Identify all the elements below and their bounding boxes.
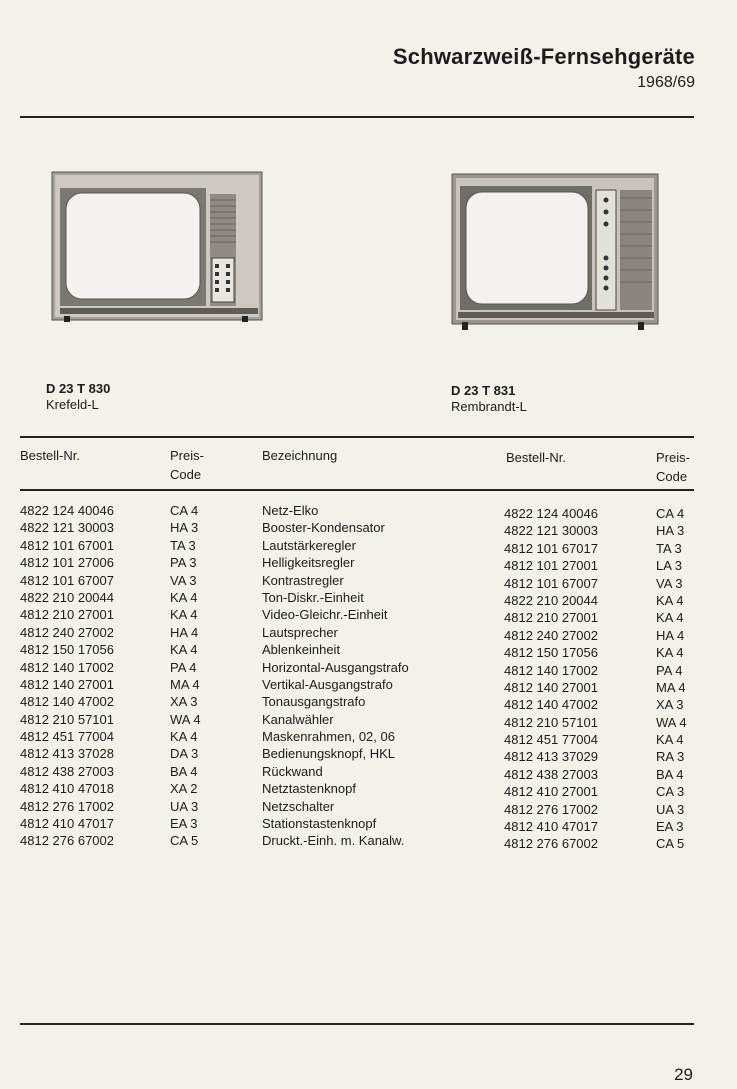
table-row [0,832,737,852]
bezeichnung: Maskenrahmen, 02, 06 [262,729,395,745]
table-row [0,606,737,626]
bezeichnung: Helligkeitsregler [262,555,355,571]
table-row [0,641,737,661]
header-preis-right [656,448,690,486]
bezeichnung: Kontrastregler [262,572,344,588]
parts-table [0,502,737,850]
bezeichnung: Video-Gleichr.-Einheit [262,607,388,623]
bestell-nr-right: 4812 101 27001 [504,558,598,574]
preis-code-left: MA 4 [170,676,200,692]
model-name-left: Krefeld-L [46,397,99,412]
preis-code-left: CA 4 [170,503,199,518]
header-bestell-right: Bestell-Nr. [506,450,566,465]
preis-code-left: PA 3 [170,555,197,571]
table-row [0,659,737,676]
bestell-nr-right: 4812 210 57101 [504,714,598,730]
header-top-rule [20,436,694,438]
bestell-nr-right: 4812 140 27001 [504,679,598,695]
page-title: Schwarzweiß-Fernsehgeräte [392,44,695,69]
bezeichnung: Tonausgangstrafo [262,694,366,710]
bestell-nr-left: 4812 451 77004 [20,729,114,745]
preis-code-right: HA 3 [656,523,685,539]
bestell-nr-right: 4812 101 67017 [504,540,598,556]
header-preis-left-2: Code [170,467,202,482]
header-preis-left [170,446,204,484]
preis-code-right: VA 3 [656,575,683,591]
bezeichnung: Horizontal-Ausgangstrafo [262,659,409,675]
model-code-left: D 23 T 830 [46,381,111,396]
bestell-nr-left: 4812 240 27002 [20,624,114,640]
bestell-nr-right: 4812 150 17056 [504,645,598,661]
preis-code-right: KA 4 [656,732,684,748]
preis-code-right: WA 4 [656,714,687,730]
header-preis-left-1: Preis- [170,448,204,463]
bestell-nr-left: 4812 276 67002 [20,833,114,849]
table-row [0,519,737,539]
model-name-right: Rembrandt-L [451,399,527,414]
bestell-nr-right: 4812 438 27003 [504,766,598,782]
preis-code-right: CA 5 [656,836,685,852]
bestell-nr-left: 4812 150 17056 [20,642,114,658]
bezeichnung: Booster-Kondensator [262,520,385,536]
preis-code-left: DA 3 [170,746,199,762]
preis-code-right: CA 3 [656,784,685,800]
table-row [0,624,737,641]
bestell-nr-right: 4812 240 27002 [504,627,598,643]
preis-code-right: BA 4 [656,766,684,782]
bezeichnung: Rückwand [262,763,323,779]
bestell-nr-left: 4822 124 40046 [20,503,114,518]
bestell-nr-left: 4822 210 20044 [20,589,114,605]
bestell-nr-left: 4812 210 27001 [20,607,114,623]
bestell-nr-right: 4822 124 40046 [504,506,598,521]
table-row [0,711,737,728]
preis-code-right: KA 4 [656,645,684,661]
bestell-nr-left: 4812 410 47018 [20,781,114,797]
bestell-nr-left: 4812 101 27006 [20,555,114,571]
bezeichnung: Netz-Elko [262,503,319,518]
bezeichnung: Bedienungsknopf, HKL [262,746,395,762]
bestell-nr-right: 4822 210 20044 [504,592,598,608]
preis-code-right: HA 4 [656,627,685,643]
bestell-nr-left: 4812 410 47017 [20,816,114,832]
preis-code-left: KA 4 [170,729,198,745]
bezeichnung: Netztastenknopf [262,781,356,797]
bestell-nr-right: 4812 410 47017 [504,819,598,835]
bestell-nr-left: 4812 140 27001 [20,676,114,692]
preis-code-right: RA 3 [656,749,685,765]
preis-code-right: EA 3 [656,819,684,835]
preis-code-left: XA 2 [170,781,198,797]
table-row [0,815,737,835]
preis-code-left: WA 4 [170,711,201,727]
table-row [0,763,737,780]
header-preis-right-1: Preis- [656,450,690,465]
bestell-nr-left: 4812 276 17002 [20,798,114,814]
bezeichnung: Stationstastenknopf [262,816,377,832]
page-year: 1968/69 [637,74,695,91]
table-row [0,745,737,765]
top-rule [20,116,694,118]
preis-code-left: PA 4 [170,659,197,675]
bestell-nr-left: 4812 413 37028 [20,746,114,762]
page-number: 29 [674,1065,693,1084]
bezeichnung: Ton-Diskr.-Einheit [262,589,364,605]
bestell-nr-left: 4812 101 67001 [20,537,114,553]
table-row [0,502,737,519]
preis-code-right: KA 4 [656,592,684,608]
bestell-nr-left: 4812 101 67007 [20,572,114,588]
table-row [0,537,737,554]
preis-code-left: HA 4 [170,624,199,640]
header-bezeichnung: Bezeichnung [262,448,338,463]
preis-code-left: KA 4 [170,589,198,605]
header-bottom-rule [20,489,694,491]
preis-code-left: HA 3 [170,520,199,536]
preis-code-right: UA 3 [656,801,685,817]
header-preis-right-2: Code [656,469,688,484]
preis-code-left: KA 4 [170,607,198,623]
preis-code-left: CA 5 [170,833,199,849]
bestell-nr-right: 4812 140 47002 [504,697,598,713]
preis-code-right: PA 4 [656,662,683,678]
table-row [0,798,737,815]
bestell-nr-right: 4812 410 27001 [504,784,598,800]
table-row [0,728,737,748]
preis-code-left: KA 4 [170,642,198,658]
preis-code-right: MA 4 [656,679,686,695]
bestell-nr-right: 4812 451 77004 [504,732,598,748]
bestell-nr-right: 4812 210 27001 [504,610,598,626]
preis-code-left: EA 3 [170,816,198,832]
tv-image-rembrandt [448,168,662,334]
bezeichnung: Lautsprecher [262,624,338,640]
model-code-right: D 23 T 831 [451,383,516,398]
bestell-nr-left: 4812 140 47002 [20,694,114,710]
bezeichnung: Druckt.-Einh. m. Kanalw. [262,833,405,849]
preis-code-left: TA 3 [170,537,196,553]
bezeichnung: Ablenkeinheit [262,642,341,658]
preis-code-right: XA 3 [656,697,684,713]
bestell-nr-right: 4812 276 17002 [504,801,598,817]
preis-code-right: KA 4 [656,610,684,626]
bestell-nr-left: 4822 121 30003 [20,520,114,536]
bezeichnung: Vertikal-Ausgangstrafo [262,676,393,692]
bottom-rule [20,1023,694,1025]
table-row [0,554,737,574]
preis-code-left: VA 3 [170,572,197,588]
bestell-nr-right: 4812 413 37029 [504,749,598,765]
table-row [0,589,737,606]
preis-code-right: CA 4 [656,506,685,521]
bestell-nr-right: 4812 276 67002 [504,836,598,852]
bestell-nr-left: 4812 140 17002 [20,659,114,675]
preis-code-left: UA 3 [170,798,199,814]
bestell-nr-left: 4812 210 57101 [20,711,114,727]
tv-image-krefeld [46,168,268,328]
preis-code-right: LA 3 [656,558,683,574]
bestell-nr-right: 4822 121 30003 [504,523,598,539]
preis-code-left: XA 3 [170,694,198,710]
table-row [0,693,737,713]
table-row [0,572,737,589]
preis-code-right: TA 3 [656,540,682,556]
table-row [0,676,737,693]
bestell-nr-left: 4812 438 27003 [20,763,114,779]
bestell-nr-right: 4812 101 67007 [504,575,598,591]
bezeichnung: Kanalwähler [262,711,334,727]
bezeichnung: Netzschalter [262,798,335,814]
preis-code-left: BA 4 [170,763,198,779]
bezeichnung: Lautstärkeregler [262,537,356,553]
header-bestell-left: Bestell-Nr. [20,448,80,463]
table-row [0,780,737,800]
bestell-nr-right: 4812 140 17002 [504,662,598,678]
